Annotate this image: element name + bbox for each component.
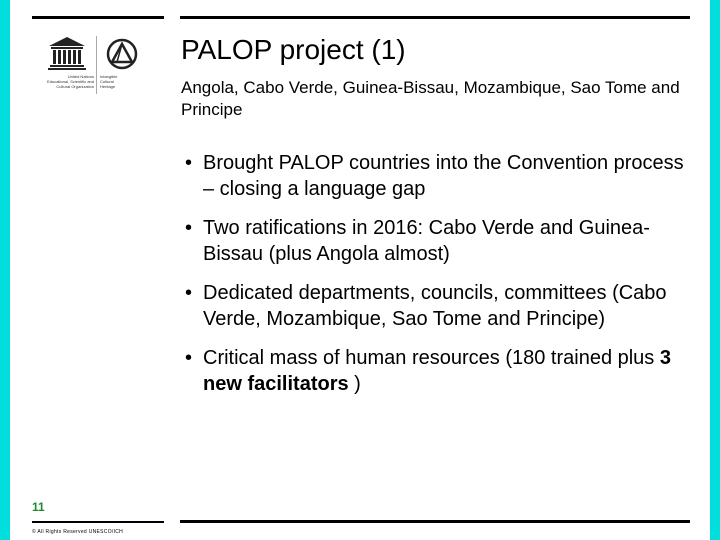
bullet-dot-icon: • <box>185 282 193 304</box>
bullet-text: Dedicated departments, councils, committees (Cabo Verde, Mozambique, Sao Tome and Principe) <box>203 282 667 330</box>
logo-divider <box>96 36 97 94</box>
ich-logo-icon <box>105 38 139 70</box>
bullet-text: Two ratifications in 2016: Cabo Verde and Guinea-Bissau (plus Angola almost) <box>203 217 650 265</box>
top-left-rule <box>32 16 164 19</box>
bullet-item <box>185 150 685 202</box>
bottom-left-rule <box>32 521 164 523</box>
bullet-dot-icon: • <box>185 347 193 369</box>
bullet-dot-icon: • <box>185 217 193 239</box>
bullet-dot-icon: • <box>185 152 193 174</box>
copyright-notice: © All Rights Reserved UNESCO/ICH <box>32 529 124 535</box>
bullet-text-after: ) <box>348 373 361 395</box>
bullet-text: Brought PALOP countries into the Convention process – closing a language gap <box>203 152 684 200</box>
unesco-temple-icon <box>48 36 86 70</box>
bullet-list <box>185 150 685 410</box>
bottom-right-rule <box>180 520 690 523</box>
top-right-rule <box>180 16 690 19</box>
slide-title: PALOP project (1) <box>181 34 406 65</box>
slide-subtitle: Angola, Cabo Verde, Guinea-Bissau, Mozambique, Sao Tome and Principe <box>181 78 680 119</box>
bullet-item <box>185 280 685 332</box>
bullet-text-bold: 3 new facilitators <box>203 347 671 395</box>
logo-ich-text: Intangible Cultural Heritage <box>100 74 118 89</box>
bullet-text-before: Critical mass of human resources (180 trained plus <box>203 347 660 369</box>
slide <box>10 0 710 540</box>
bullet-item <box>185 215 685 267</box>
logo-unesco-text: United Nations Educational, Scientific and Cultural Organization <box>47 74 94 89</box>
bullet-item <box>185 345 685 397</box>
unesco-ich-logo <box>32 36 152 96</box>
page-number: 11 <box>32 500 45 514</box>
